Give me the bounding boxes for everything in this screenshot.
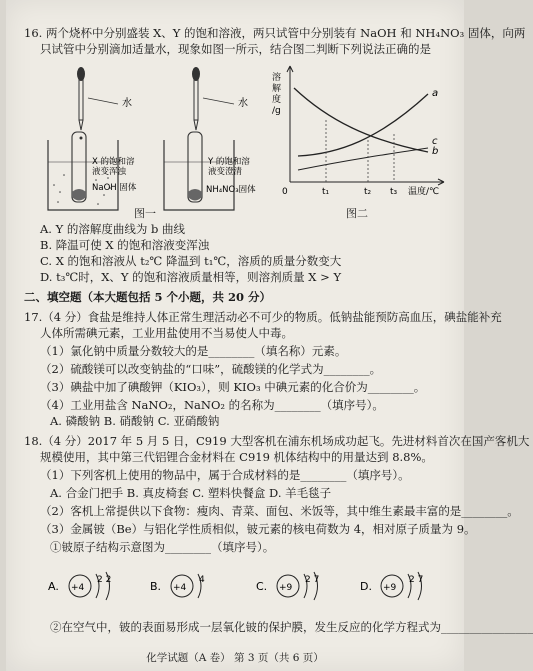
fig1-label-naoh: NaOH 固体 — [92, 183, 137, 193]
q16-option-a: A. Y 的溶解度曲线为 b 曲线 — [40, 222, 186, 236]
exam-page — [6, 0, 533, 671]
q16-line1: 16. 两个烧杯中分别盛装 X、Y 的饱和溶液，两只试管中分别装有 NaOH 和 NH₄NO₃ 固体，向两 — [24, 26, 526, 40]
curve-a — [298, 94, 428, 156]
q16-option-d: D. t₃℃时，X、Y 的饱和溶液质量相等，则溶剂质量 X > Y — [40, 270, 342, 284]
right-dropper — [192, 67, 200, 130]
q16-option-b: B. 降温可使 X 的饱和溶液变浑浊 — [40, 238, 210, 252]
ylabel-char3: 度 — [272, 95, 282, 105]
ylabel-char2: 解 — [272, 84, 282, 94]
q16-line2: 只试管中分别滴加适量水，现象如图一所示，结合图二判断下列说法正确的是 — [40, 42, 431, 56]
tick-t3: t₃ — [390, 187, 398, 197]
svg-text:A.: A. — [48, 580, 59, 593]
q16-option-c: C. X 的饱和溶液从 t₂℃ 降温到 t₁℃，溶质的质量分数变大 — [40, 254, 342, 268]
q17-sub1: （1）氯化钠中质量分数较大的是________（填名称）元素。 — [40, 344, 347, 358]
left-dropper — [77, 67, 85, 140]
svg-text:+9: +9 — [279, 583, 293, 593]
origin-label: 0 — [282, 187, 288, 197]
q18-sub1-options: A. 合金门把手 B. 真皮椅套 C. 塑料快餐盒 D. 羊毛毯子 — [50, 486, 332, 500]
q18-line2: 规模使用，其中第三代铝锂合金材料在 C919 机体结构中的用量达到 8.8%。 — [40, 450, 433, 464]
fig1-label-y2: 液变澄清 — [208, 167, 243, 177]
fig1-water-left: 水 — [122, 98, 132, 109]
svg-text:2 7: 2 7 — [409, 575, 424, 585]
figure-one-apparatus — [36, 60, 266, 220]
svg-text:4: 4 — [199, 575, 205, 585]
tick-t2: t₂ — [364, 187, 372, 197]
fig1-water-right: 水 — [238, 98, 248, 109]
svg-text:+4: +4 — [173, 583, 187, 593]
figure-two-solubility-graph — [268, 60, 456, 208]
atom-option-d — [360, 572, 423, 600]
svg-text:2 7: 2 7 — [305, 575, 320, 585]
ylabel-char4: /g — [272, 106, 281, 116]
svg-text:D.: D. — [360, 580, 372, 593]
curve-b-label: b — [432, 146, 439, 157]
q18-sub3-part1: ①铍原子结构示意图为________（填序号）。 — [50, 540, 275, 554]
svg-text:B.: B. — [150, 580, 162, 593]
svg-text:2 2: 2 2 — [97, 575, 112, 585]
q18-sub3-part2: ②在空气中，铍的表面易形成一层氧化铍的保护膜，发生反应的化学方程式为________________ — [50, 620, 533, 634]
q17-line2: 人体所需碘元素，工业用盐使用不当易使人中毒。 — [40, 326, 293, 340]
atom-structure-options — [46, 560, 446, 610]
tick-t1: t₁ — [322, 187, 330, 197]
xlabel: 温度/℃ — [408, 187, 440, 197]
section-two-heading: 二、填空题（本大题包括 5 个小题，共 20 分） — [24, 290, 272, 304]
fig1-label-x1: X 的饱和溶 — [92, 157, 135, 167]
atom-option-b — [150, 574, 205, 598]
fig1-label-x2: 液变浑浊 — [92, 167, 127, 177]
q18-line1: 18.（4 分）2017 年 5 月 5 日，C919 大型客机在浦东机场成功起飞。先进材料首次在国产客机大 — [24, 434, 530, 448]
page-footer: 化学试题（A 卷） 第 3 页（共 6 页） — [146, 652, 324, 664]
figure-one-caption: 图一 — [134, 207, 156, 220]
fig1-label-y1: Y 的饱和溶 — [208, 157, 250, 167]
ylabel-char1: 溶 — [272, 73, 282, 83]
q17-sub2: （2）硫酸镁可以改变钠盐的“口味”，硫酸镁的化学式为________。 — [40, 362, 382, 376]
svg-text:+9: +9 — [383, 583, 397, 593]
fig1-label-nh4no3: NH₄NO₃固体 — [206, 185, 256, 195]
q17-sub4-options: A. 磷酸钠 B. 硝酸钠 C. 亚硝酸钠 — [50, 414, 220, 428]
atom-option-a — [48, 572, 111, 600]
figure-two-caption: 图二 — [346, 207, 368, 220]
q17-sub3: （3）碘盐中加了碘酸钾（KIO₃），则 KIO₃ 中碘元素的化合价为________。 — [40, 380, 426, 394]
curve-c — [298, 148, 428, 170]
q18-sub3: （3）金属铍（Be）与铝化学性质相似，铍元素的核电荷数为 4，相对原子质量为 9。 — [40, 522, 476, 536]
q18-sub2: （2）客机上常提供以下食物：瘦肉、青菜、面包、米饭等，其中维生素最丰富的是________。 — [40, 504, 519, 518]
svg-text:C.: C. — [256, 580, 268, 593]
curve-c-label: c — [432, 136, 438, 147]
curve-b — [294, 88, 428, 152]
atom-option-c — [256, 572, 319, 600]
q17-sub4: （4）工业用盐含 NaNO₂，NaNO₂ 的名称为________（填序号）。 — [40, 398, 384, 412]
q18-sub1: （1）下列客机上使用的物品中，属于合成材料的是________（填序号）。 — [40, 468, 410, 482]
svg-text:+4: +4 — [71, 583, 85, 593]
q17-line1: 17.（4 分）食盐是维持人体正常生理活动必不可少的物质。低钠盐能预防高血压，碘盐能补充 — [24, 310, 502, 324]
curve-a-label: a — [432, 88, 439, 99]
